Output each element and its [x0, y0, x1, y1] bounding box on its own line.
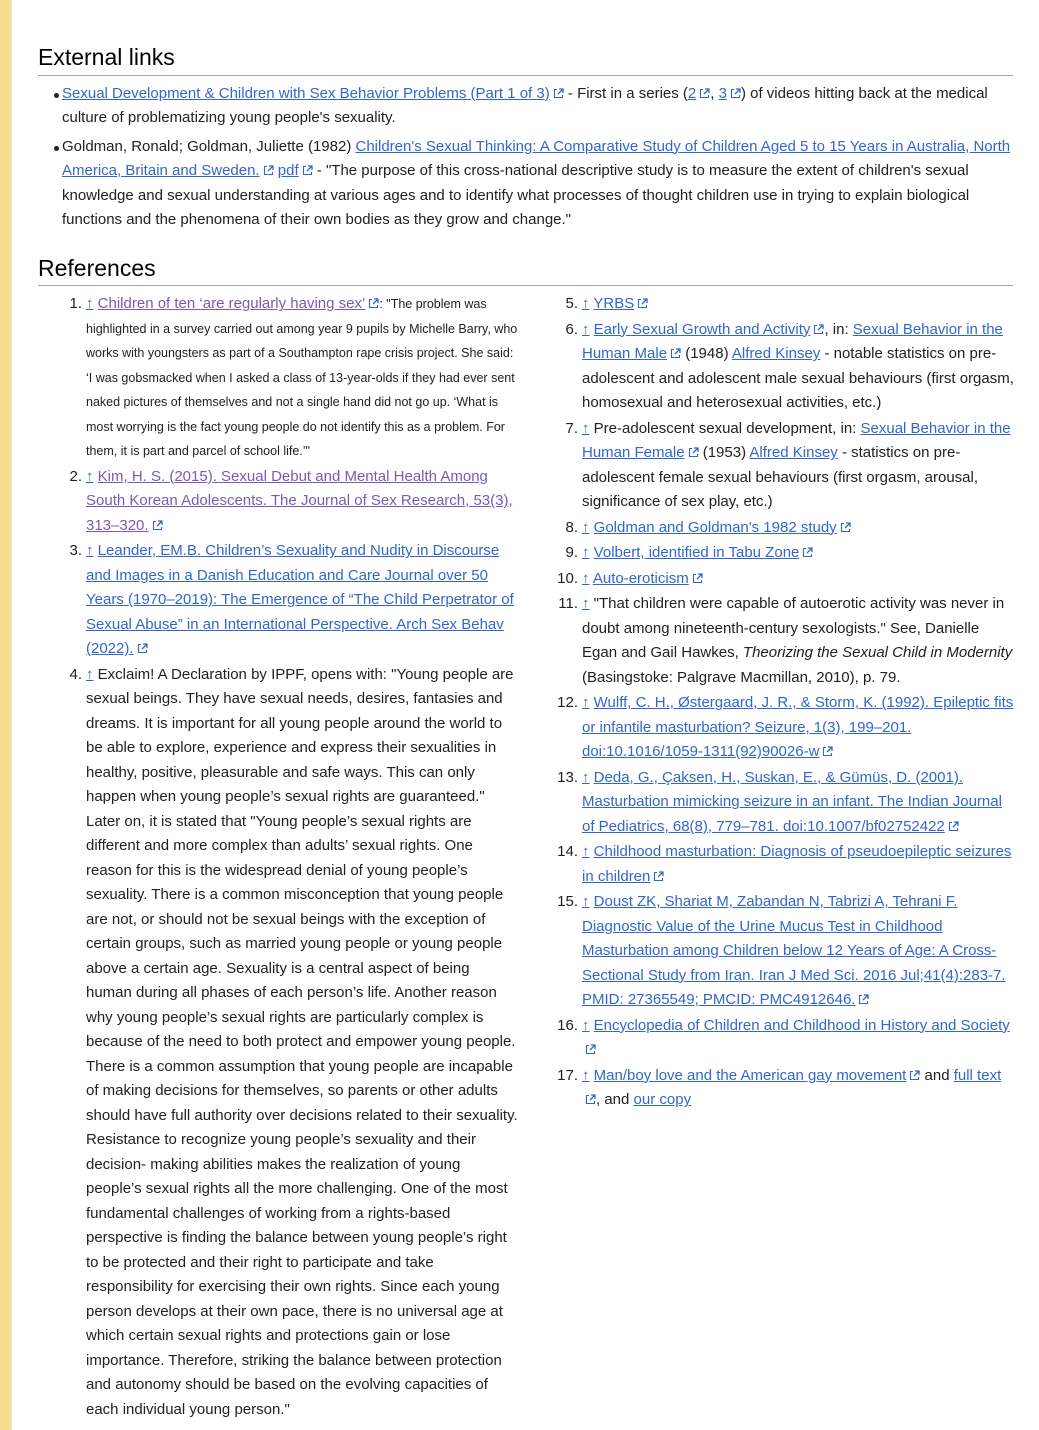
reference-link[interactable]: YRBS — [593, 295, 635, 313]
link-description: - "The purpose of this cross-national descriptive study is to measure the extent of children's sexual knowledge and sexual understanding at various ages and to identify what processes of thought children use in trying to explain biological functions and the phenomena of their own bodies as they grow and change." — [62, 162, 970, 229]
reference-text: (Basingstoke: Palgrave Macmillan, 2010), p. 79. — [582, 668, 901, 686]
author-link[interactable]: Alfred Kinsey — [749, 444, 838, 462]
references-column-right — [557, 292, 1014, 1114]
external-link-item — [62, 135, 1013, 233]
book-link[interactable]: Sexual Behavior in the Human Female — [582, 419, 1011, 462]
external-link-icon — [637, 298, 648, 309]
reference-item — [558, 592, 1014, 690]
reference-item — [557, 1014, 1014, 1063]
external-links-list — [38, 82, 1013, 233]
reference-number: 16. — [557, 1016, 578, 1034]
backlink-arrow[interactable]: ↑ — [582, 1016, 590, 1034]
reference-number: 8. — [565, 518, 578, 536]
reference-item — [69, 465, 518, 539]
reference-item — [557, 691, 1014, 765]
reference-quote: : "The problem was highlighted in a survey carried out among year 9 pupils by Michelle Barry, who works with youngsters as part of a Southampton rape crisis project. She said: ‘I was gobsmacked when I asked a class of 13-year-olds if they had ever sent naked pictures of themselves and not a single hand did not go up. ‘What is most worrying is the fact young people do not identify this as a problem. For them, it is part and parcel of school life.’" — [86, 297, 518, 459]
backlink-arrow[interactable]: ↑ — [582, 518, 590, 536]
book-title: Theorizing the Sexual Child in Modernity — [742, 644, 1013, 662]
reference-text: (1948) — [681, 345, 732, 363]
reference-item — [557, 766, 1014, 840]
reference-link[interactable]: Doust ZK, Shariat M, Zabandan N, Tabrizi A, Tehrani F. Diagnostic Value of the Urine Mucus Test in Childhood Masturbation among Children below 12 Years of Age: A Cross-Sectional Study from Iran. Iran J Med Sci. 2016 Jul;41(4):283-7. PMID: 27365549; PMCID: PMC4912646. — [582, 893, 1006, 1009]
reference-number: 7. — [565, 419, 578, 437]
external-link-icon — [653, 871, 664, 882]
side-accent-bar — [0, 0, 12, 1430]
reference-number: 13. — [557, 768, 578, 786]
external-link-icon — [263, 165, 274, 176]
link-description: - First in a series ( — [563, 84, 688, 102]
external-link-icon — [948, 821, 959, 832]
reference-link[interactable]: Kim, H. S. (2015). Sexual Debut and Mental Health Among South Korean Adolescents. The Journal of Sex Research, 53(3), 313–320. — [86, 467, 513, 534]
reference-text: - notable statistics on pre-adolescent and adolescent male sexual behaviours (first orgasm, homosexual and heterosexual activities, etc.) — [582, 345, 1014, 412]
reference-link[interactable]: Children of ten ‘are regularly having sex’ — [97, 295, 366, 313]
reference-link[interactable]: Wulff, C. H., Østergaard, J. R., & Storm, K. (1992). Epileptic fits or infantile masturbation? Seizure, 1(3), 199–201. doi:10.1016/1059-1311(92)90026-w — [582, 694, 1014, 761]
reference-text: Pre-adolescent sexual development, in: — [593, 419, 861, 437]
sexual-development-video-link[interactable]: Sexual Development & Children with Sex Behavior Problems (Part 1 of 3) — [62, 84, 550, 102]
backlink-arrow[interactable]: ↑ — [582, 1066, 590, 1084]
backlink-arrow[interactable]: ↑ — [582, 569, 590, 587]
author-link[interactable]: Alfred Kinsey — [731, 345, 821, 363]
external-link-icon — [302, 165, 313, 176]
reference-number: 15. — [557, 893, 578, 911]
reference-number: 17. — [557, 1066, 578, 1084]
backlink-arrow[interactable]: ↑ — [582, 544, 590, 562]
reference-item — [69, 663, 518, 1423]
video-part-3-link[interactable]: 3 — [718, 84, 727, 102]
reference-item — [565, 516, 1014, 541]
external-link-icon — [585, 1044, 596, 1055]
backlink-arrow[interactable]: ↑ — [582, 843, 590, 861]
external-link-icon — [137, 643, 148, 654]
external-links-heading: External links — [38, 44, 1013, 76]
backlink-arrow[interactable]: ↑ — [86, 542, 94, 560]
external-link-icon — [802, 547, 813, 558]
external-link-icon — [909, 1070, 920, 1081]
references-heading: References — [38, 255, 1013, 287]
reference-link[interactable]: Volbert, identified in Tabu Zone — [593, 544, 800, 562]
reference-item — [565, 318, 1014, 416]
external-link-icon — [152, 520, 163, 531]
reference-number: 2. — [69, 467, 82, 485]
reference-number: 5. — [565, 295, 578, 313]
reference-text: , in: — [824, 320, 853, 338]
reference-text: and — [920, 1066, 954, 1084]
external-link-item — [62, 82, 1013, 131]
reference-number: 6. — [565, 320, 578, 338]
reference-item — [69, 292, 518, 464]
reference-number: 12. — [557, 694, 578, 712]
external-link-icon — [858, 994, 869, 1005]
citation-authors: Goldman, Ronald; Goldman, Juliette (1982) — [62, 137, 356, 155]
reference-item — [565, 417, 1014, 515]
backlink-arrow[interactable]: ↑ — [582, 320, 590, 338]
link-description: ) of videos hitting back at the medical culture of problematizing young people's sexuality. — [62, 84, 988, 127]
backlink-arrow[interactable]: ↑ — [582, 295, 590, 313]
external-link-icon — [585, 1094, 596, 1105]
reference-text: , and — [596, 1091, 634, 1109]
reference-text: Exclaim! A Declaration by IPPF, opens with: "Young people are sexual beings. They have sexual needs, desires, fantasies and dreams. It is important for all young people around the world to be able to explore, experience and express their sexualities in healthy, positive, pleasurable and safe ways. This can only happen when young people’s sexual rights are guaranteed." Later on, it is stated that "Young people’s sexual rights are different and more complex than adults’ sexual rights. One reason for this is the widespread denial of young people’s sexuality. There is a common misconception that young people are not, or should not be sexual beings with the exception of certain groups, such as married young people or young people above a certain age. Sexuality is a central aspect of being human during all phases of each person’s life. Another reason why young people’s sexual rights are particularly complex is because of the need to both protect and empower young people. There is a common assumption that young people are incapable of making decisions for themselves, so parents or other adults should have full authority over decisions related to their sexuality. Resistance to recognize young people’s sexuality and their decision- making abilities makes the realization of young people’s sexual rights all the more challenging. One of the most fundamental challenges of working from a rights-based perspective is finding the balance between young people’s right to be protected and their right to participate and take responsibility for exercising their own rights. Since each young person develops at their own pace, there is no universal age at which certain sexual rights and protections gain or lose importance. Therefore, striking the balance between protection and autonomy should be based on the evolving capacities of each individual young person." — [86, 665, 518, 1418]
reference-item — [69, 539, 518, 662]
backlink-arrow[interactable]: ↑ — [86, 467, 94, 485]
pdf-link[interactable]: pdf — [277, 162, 299, 180]
external-link-icon — [730, 88, 741, 99]
reference-text: - statistics on pre-adolescent female sexual behaviours (first orgasm, arousal, significance of sex play, etc.) — [582, 444, 979, 511]
backlink-arrow[interactable]: ↑ — [582, 893, 590, 911]
backlink-arrow[interactable]: ↑ — [582, 419, 590, 437]
reference-number: 4. — [69, 665, 82, 683]
reference-link[interactable]: Encyclopedia of Children and Childhood in History and Society — [593, 1016, 1010, 1034]
reference-text: (1953) — [698, 444, 750, 462]
reference-link[interactable]: Goldman and Goldman's 1982 study — [593, 518, 837, 536]
reference-number: 10. — [557, 569, 578, 587]
reference-item — [557, 567, 1014, 592]
reference-link[interactable]: Auto-eroticism — [592, 569, 689, 587]
external-link-icon — [670, 348, 681, 359]
external-link-icon — [688, 447, 699, 458]
our-copy-link[interactable]: our copy — [633, 1091, 692, 1109]
reference-item — [565, 292, 1014, 317]
reference-number: 3. — [69, 542, 82, 560]
reference-link[interactable]: Man/boy love and the American gay movement — [593, 1066, 907, 1084]
external-link-icon — [822, 746, 833, 757]
backlink-arrow[interactable]: ↑ — [582, 694, 590, 712]
full-text-link[interactable]: full text — [953, 1066, 1002, 1084]
childrens-sexual-thinking-link[interactable]: Children's Sexual Thinking: A Comparative Study of Children Aged 5 to 15 Years in Australia, North America, Britain and Sweden. — [62, 137, 1011, 180]
reference-link[interactable]: Childhood masturbation: Diagnosis of pseudoepileptic seizures in children — [582, 843, 1012, 885]
reference-link[interactable]: Leander, EM.B. Children’s Sexuality and Nudity in Discourse and Images in a Danish Education and Care Journal over 50 Years (1970–2019): The Emergence of “The Child Perpetrator of Sexual Abuse” in an International Perspective. Arch Sex Behav (2022). — [86, 542, 514, 658]
reference-link[interactable]: Deda, G., Çaksen, H., Suskan, E., & Gümüs, D. (2001). Masturbation mimicking seizure in an infant. The Indian Journal of Pediatrics, 68(8), 779–781. doi:10.1007/bf02752422 — [582, 768, 1002, 835]
reference-number: 9. — [565, 544, 578, 562]
backlink-arrow[interactable]: ↑ — [86, 665, 94, 683]
backlink-arrow[interactable]: ↑ — [582, 768, 590, 786]
reference-number: 14. — [557, 843, 578, 861]
reference-item — [557, 890, 1014, 1013]
reference-link[interactable]: Early Sexual Growth and Activity — [593, 320, 811, 338]
video-part-2-link[interactable]: 2 — [687, 84, 697, 102]
reference-item — [565, 541, 1014, 566]
article-content — [38, 0, 1014, 1418]
reference-number: 11. — [558, 595, 578, 613]
reference-text: "That children were capable of autoerotic activity was never in doubt among nineteenth-century sexologists." See, Danielle Egan and Gail Hawkes, — [582, 595, 1005, 662]
external-link-icon — [553, 88, 564, 99]
backlink-arrow[interactable]: ↑ — [86, 295, 94, 313]
external-link-icon — [368, 298, 379, 309]
backlink-arrow[interactable]: ↑ — [582, 595, 590, 613]
external-link-icon — [840, 522, 851, 533]
external-link-icon — [699, 88, 710, 99]
references-column-left — [69, 292, 518, 1423]
book-link[interactable]: Sexual Behavior in the Human Male — [582, 320, 1003, 363]
reference-item — [557, 840, 1014, 889]
reference-number: 1. — [69, 295, 82, 313]
external-link-icon — [692, 573, 703, 584]
external-link-icon — [813, 324, 824, 335]
reference-item — [557, 1064, 1014, 1113]
separator: , — [710, 84, 719, 102]
